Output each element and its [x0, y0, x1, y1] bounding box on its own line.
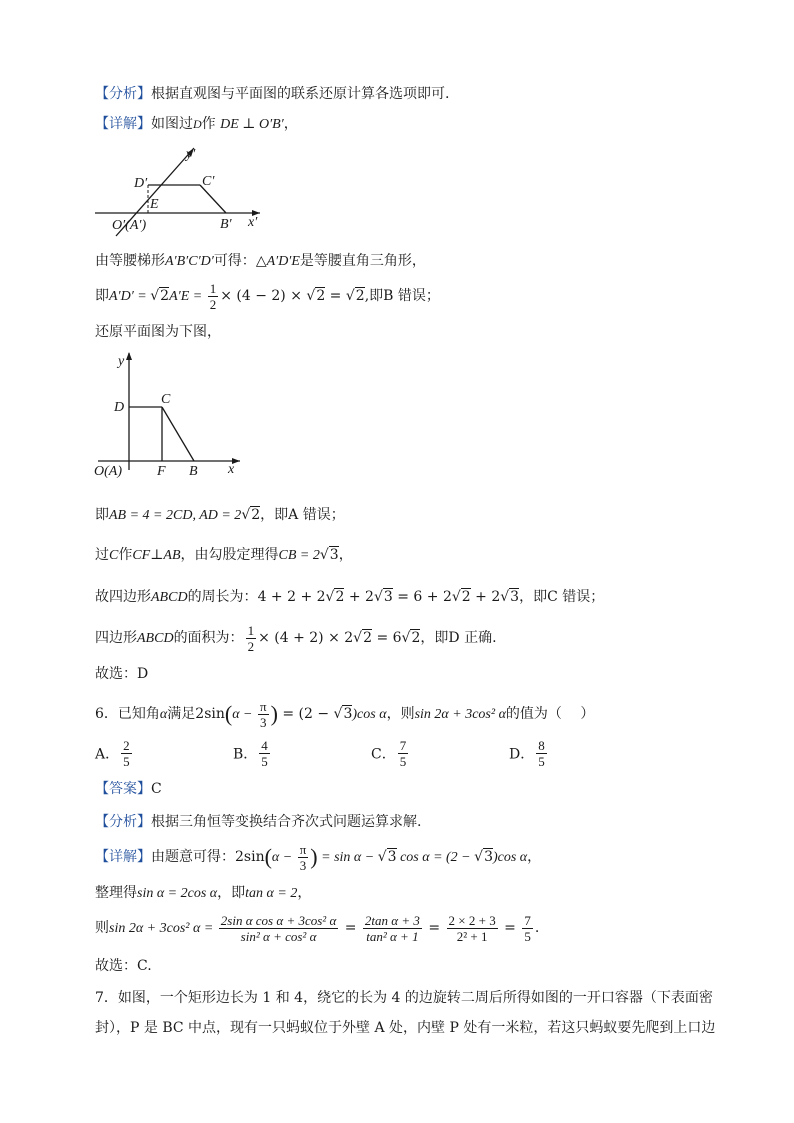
label-f: F: [157, 464, 166, 479]
detail-math: DE ⊥ O′B′: [220, 117, 284, 132]
frac-num: 1: [209, 280, 217, 296]
detail-text: 如图过: [151, 116, 193, 132]
text: ，则: [386, 706, 415, 722]
option-label: C．: [371, 746, 396, 763]
math: α: [159, 707, 168, 722]
question-7-line-2: [95, 1018, 715, 1038]
frac-num: 8: [538, 738, 545, 753]
frac-num: 2sin α cos α + 3cos² α: [220, 912, 337, 928]
frac-num: 7: [524, 912, 531, 928]
option-label: A．: [95, 746, 120, 763]
frac-den: 5: [261, 754, 268, 769]
math: CF⊥AB: [132, 548, 181, 563]
detail-text: ，: [283, 116, 298, 132]
sqrt-value: 2: [160, 288, 170, 304]
question-number: 6．已知角: [95, 706, 160, 722]
frac-num: 2 × 2 + 3: [448, 912, 496, 928]
label-d: D: [114, 400, 125, 415]
text: 是等腰直角三角形，: [299, 253, 426, 269]
ab-line: 即AB = 4 = 2CD, AD = 2√2，即A 错误；: [95, 507, 345, 523]
frac-den: 5: [123, 754, 130, 769]
detail-var: D: [193, 117, 202, 131]
question-7-line-1: [95, 988, 713, 1008]
math: 2sin: [195, 706, 225, 722]
math: × (4 + 2) × 2: [258, 630, 354, 646]
text: 的面积为：: [173, 630, 244, 646]
option-label: D．: [509, 746, 535, 763]
sqrt-value: 3: [383, 589, 393, 605]
option-b[interactable]: [233, 738, 272, 769]
detail-line-q6: 【详解】由题意可得：2sin(α − $\frac{\pi}{3}$ ) = sin α − √3 cos α = (2 − √3)cos α，: [95, 841, 542, 873]
analysis-text: 根据三角恒等变换结合齐次式问题运算求解.: [151, 814, 422, 830]
text: 四边形: [95, 630, 137, 646]
text: 则: [95, 920, 109, 936]
figure-oblique-view: [90, 140, 280, 240]
label-c-prime: C′: [202, 174, 215, 189]
math: 2sin: [235, 849, 265, 865]
frac-den: 2² + 1: [456, 928, 488, 944]
math: = (2 −: [277, 706, 334, 722]
math: )cos α: [492, 850, 528, 865]
math: =: [325, 288, 346, 304]
y-axis-arrow: [126, 352, 132, 360]
label-b: B: [189, 464, 198, 479]
text: .: [534, 920, 540, 936]
frac-den: 5: [524, 928, 531, 944]
text: ，由勾股定理得: [180, 547, 279, 563]
text: 封），P 是 BC 中点，现有一只蚂蚁位于外壁 A 处，内壁 P 处有一米粒，若这只蚂蚁要先爬到上口边: [95, 1020, 716, 1036]
label-o-a: O(A): [94, 464, 122, 479]
perimeter-line: 故四边形ABCD的周长为：4 + 2 + 2√2 + 2√3 = 6 + 2√2 + 2√3，即C 错误；: [95, 589, 605, 605]
sqrt-value: 3: [510, 589, 520, 605]
text: 过: [95, 547, 109, 563]
ad-length-line: 即A′D′ = √2A′E = $\frac{1}{2}$ × (4 − 2) × √2 = √2,即B 错误；: [95, 280, 440, 312]
text: ，: [338, 547, 353, 563]
option-a[interactable]: [95, 738, 134, 769]
math: )cos α: [352, 707, 387, 722]
text: ，: [297, 885, 312, 901]
frac-den: sin² α + cos² α: [240, 928, 317, 944]
frac-den: 2: [209, 296, 217, 312]
math: =: [499, 920, 521, 936]
trapezoid-line: [95, 251, 426, 272]
math: =: [340, 920, 361, 936]
math: CB = 2: [278, 548, 320, 563]
simplify-line: [95, 883, 311, 904]
label-x: x: [228, 462, 235, 477]
analysis-tag: 【分析】: [95, 86, 151, 102]
math: tan α = 2: [245, 886, 298, 901]
question-6: 6．已知角α满足2sin(α − $\frac{\pi}{3}$ ) = (2 − √3)cos α，则sin 2α + 3cos² α的值为（ ）: [95, 698, 595, 730]
analysis-line: [95, 84, 449, 104]
frac-den: 3: [260, 714, 267, 730]
frac-den: 2: [247, 638, 255, 654]
math: = 6 + 2: [392, 589, 452, 605]
frac-num: 2tan α + 3: [364, 912, 420, 928]
sqrt-value: 2: [335, 589, 345, 605]
label-d-prime: D′: [134, 176, 148, 191]
text: ,即B 错误；: [364, 288, 440, 304]
sqrt-value: 2: [355, 288, 365, 304]
math: cos α = (2 −: [396, 850, 475, 865]
math: = sin α −: [317, 850, 378, 865]
text: 即: [95, 288, 109, 304]
text: 的周长为：: [187, 589, 258, 605]
answer-text: C: [151, 781, 162, 797]
analysis-line-q6: [95, 812, 421, 832]
analysis-text: 根据直观图与平面图的联系还原计算各选项即可.: [151, 86, 450, 102]
option-label: B．: [233, 746, 258, 763]
restore-line: [95, 322, 221, 342]
sqrt-value: 2: [411, 630, 421, 646]
options-row: [95, 738, 695, 774]
label-o-prime: O′(A′): [112, 218, 147, 233]
sqrt-value: 2: [316, 288, 326, 304]
text: 故四边形: [95, 589, 151, 605]
text: 可得：: [213, 253, 256, 269]
text: 由等腰梯形: [95, 253, 165, 269]
sqrt-value: 3: [387, 849, 397, 865]
frac-num: π: [260, 698, 267, 714]
figure-plane-view: [90, 348, 250, 480]
text: 由题意可得：: [151, 849, 235, 865]
text: ，即: [217, 885, 246, 901]
math: sin 2α + 3cos² α =: [109, 921, 217, 936]
text: 的值为（ ）: [505, 706, 595, 722]
frac-den: 5: [538, 754, 545, 769]
text: 7．如图，一个矩形边长为 1 和 4，绕它的长为 4 的边旋转二周后所得如图的一开口容器（下表面密: [95, 990, 713, 1006]
option-c[interactable]: [371, 738, 410, 769]
frac-num: 7: [399, 738, 407, 753]
math: sin α = 2cos α: [137, 886, 218, 901]
math: + 2: [344, 589, 374, 605]
text: ，即C 错误；: [519, 589, 605, 605]
detail-tag: 【详解】: [95, 116, 151, 132]
text: 整理得: [95, 885, 137, 901]
analysis-tag: 【分析】: [95, 814, 151, 830]
math: AB = 4 = 2CD, AD = 2: [109, 508, 242, 523]
frac-num: 4: [261, 738, 268, 753]
math: A′E =: [169, 289, 206, 304]
sqrt-value: 3: [343, 706, 353, 722]
math: + 2: [470, 589, 501, 605]
choice-c-line: [95, 956, 152, 976]
math: A′D′ =: [109, 289, 151, 304]
area-line: 四边形ABCD的面积为： $\frac{1}{2}$ × (4 + 2) × 2√2 = 6√2，即D 正确.: [95, 622, 497, 654]
math: A′B′C′D′: [165, 254, 214, 269]
frac-num: 2: [123, 738, 130, 753]
math: =: [423, 920, 445, 936]
math: 4 + 2 + 2: [257, 589, 326, 605]
text: 还原平面图为下图，: [95, 324, 221, 340]
choice-d-line: [95, 664, 148, 684]
option-d[interactable]: [509, 738, 549, 769]
detail-line: [95, 114, 298, 135]
math: α −: [271, 850, 296, 865]
text: ，: [527, 849, 542, 865]
sqrt-value: 2: [461, 589, 471, 605]
frac-num: π: [299, 841, 307, 857]
math: ABCD: [151, 590, 188, 605]
answer-tag: 【答案】: [95, 781, 151, 797]
math: × (4 − 2) ×: [220, 288, 307, 304]
frac-den: tan² α + 1: [366, 928, 419, 944]
text: ，即A 错误；: [260, 507, 345, 523]
math: C: [109, 548, 119, 563]
sqrt-value: 2: [251, 507, 261, 523]
text: 作: [118, 547, 133, 563]
detail-text: 作: [201, 116, 216, 132]
frac-den: 3: [299, 857, 307, 873]
math: α −: [232, 707, 256, 722]
text: 故选：D: [95, 666, 149, 682]
label-x-prime: x′: [248, 215, 258, 230]
cf-line: 过C作CF⊥AB，由勾股定理得CB = 2√3，: [95, 547, 353, 563]
math: △A′D′E: [255, 254, 300, 269]
text: 故选：C.: [95, 958, 152, 974]
segment-c-b: [162, 407, 194, 461]
text: 满足: [167, 706, 196, 722]
math: = 6: [372, 630, 402, 646]
answer-line: [95, 779, 162, 799]
sqrt-value: 2: [363, 630, 372, 646]
result-line: [95, 910, 539, 947]
label-y-prime: y′: [186, 147, 196, 162]
label-c: C: [161, 392, 171, 407]
segment-c-b: [200, 185, 226, 213]
detail-tag: 【详解】: [95, 849, 151, 865]
text: ，即D 正确.: [420, 630, 497, 646]
label-b-prime: B′: [220, 217, 232, 232]
math: sin 2α + 3cos² α: [414, 707, 506, 722]
label-e: E: [150, 197, 159, 212]
label-y: y: [118, 354, 125, 369]
frac-num: 1: [247, 622, 255, 638]
sqrt-value: 3: [329, 547, 339, 563]
frac-den: 5: [399, 754, 407, 769]
sqrt-value: 3: [484, 849, 493, 865]
text: 即: [95, 507, 109, 523]
math: ABCD: [137, 631, 174, 646]
